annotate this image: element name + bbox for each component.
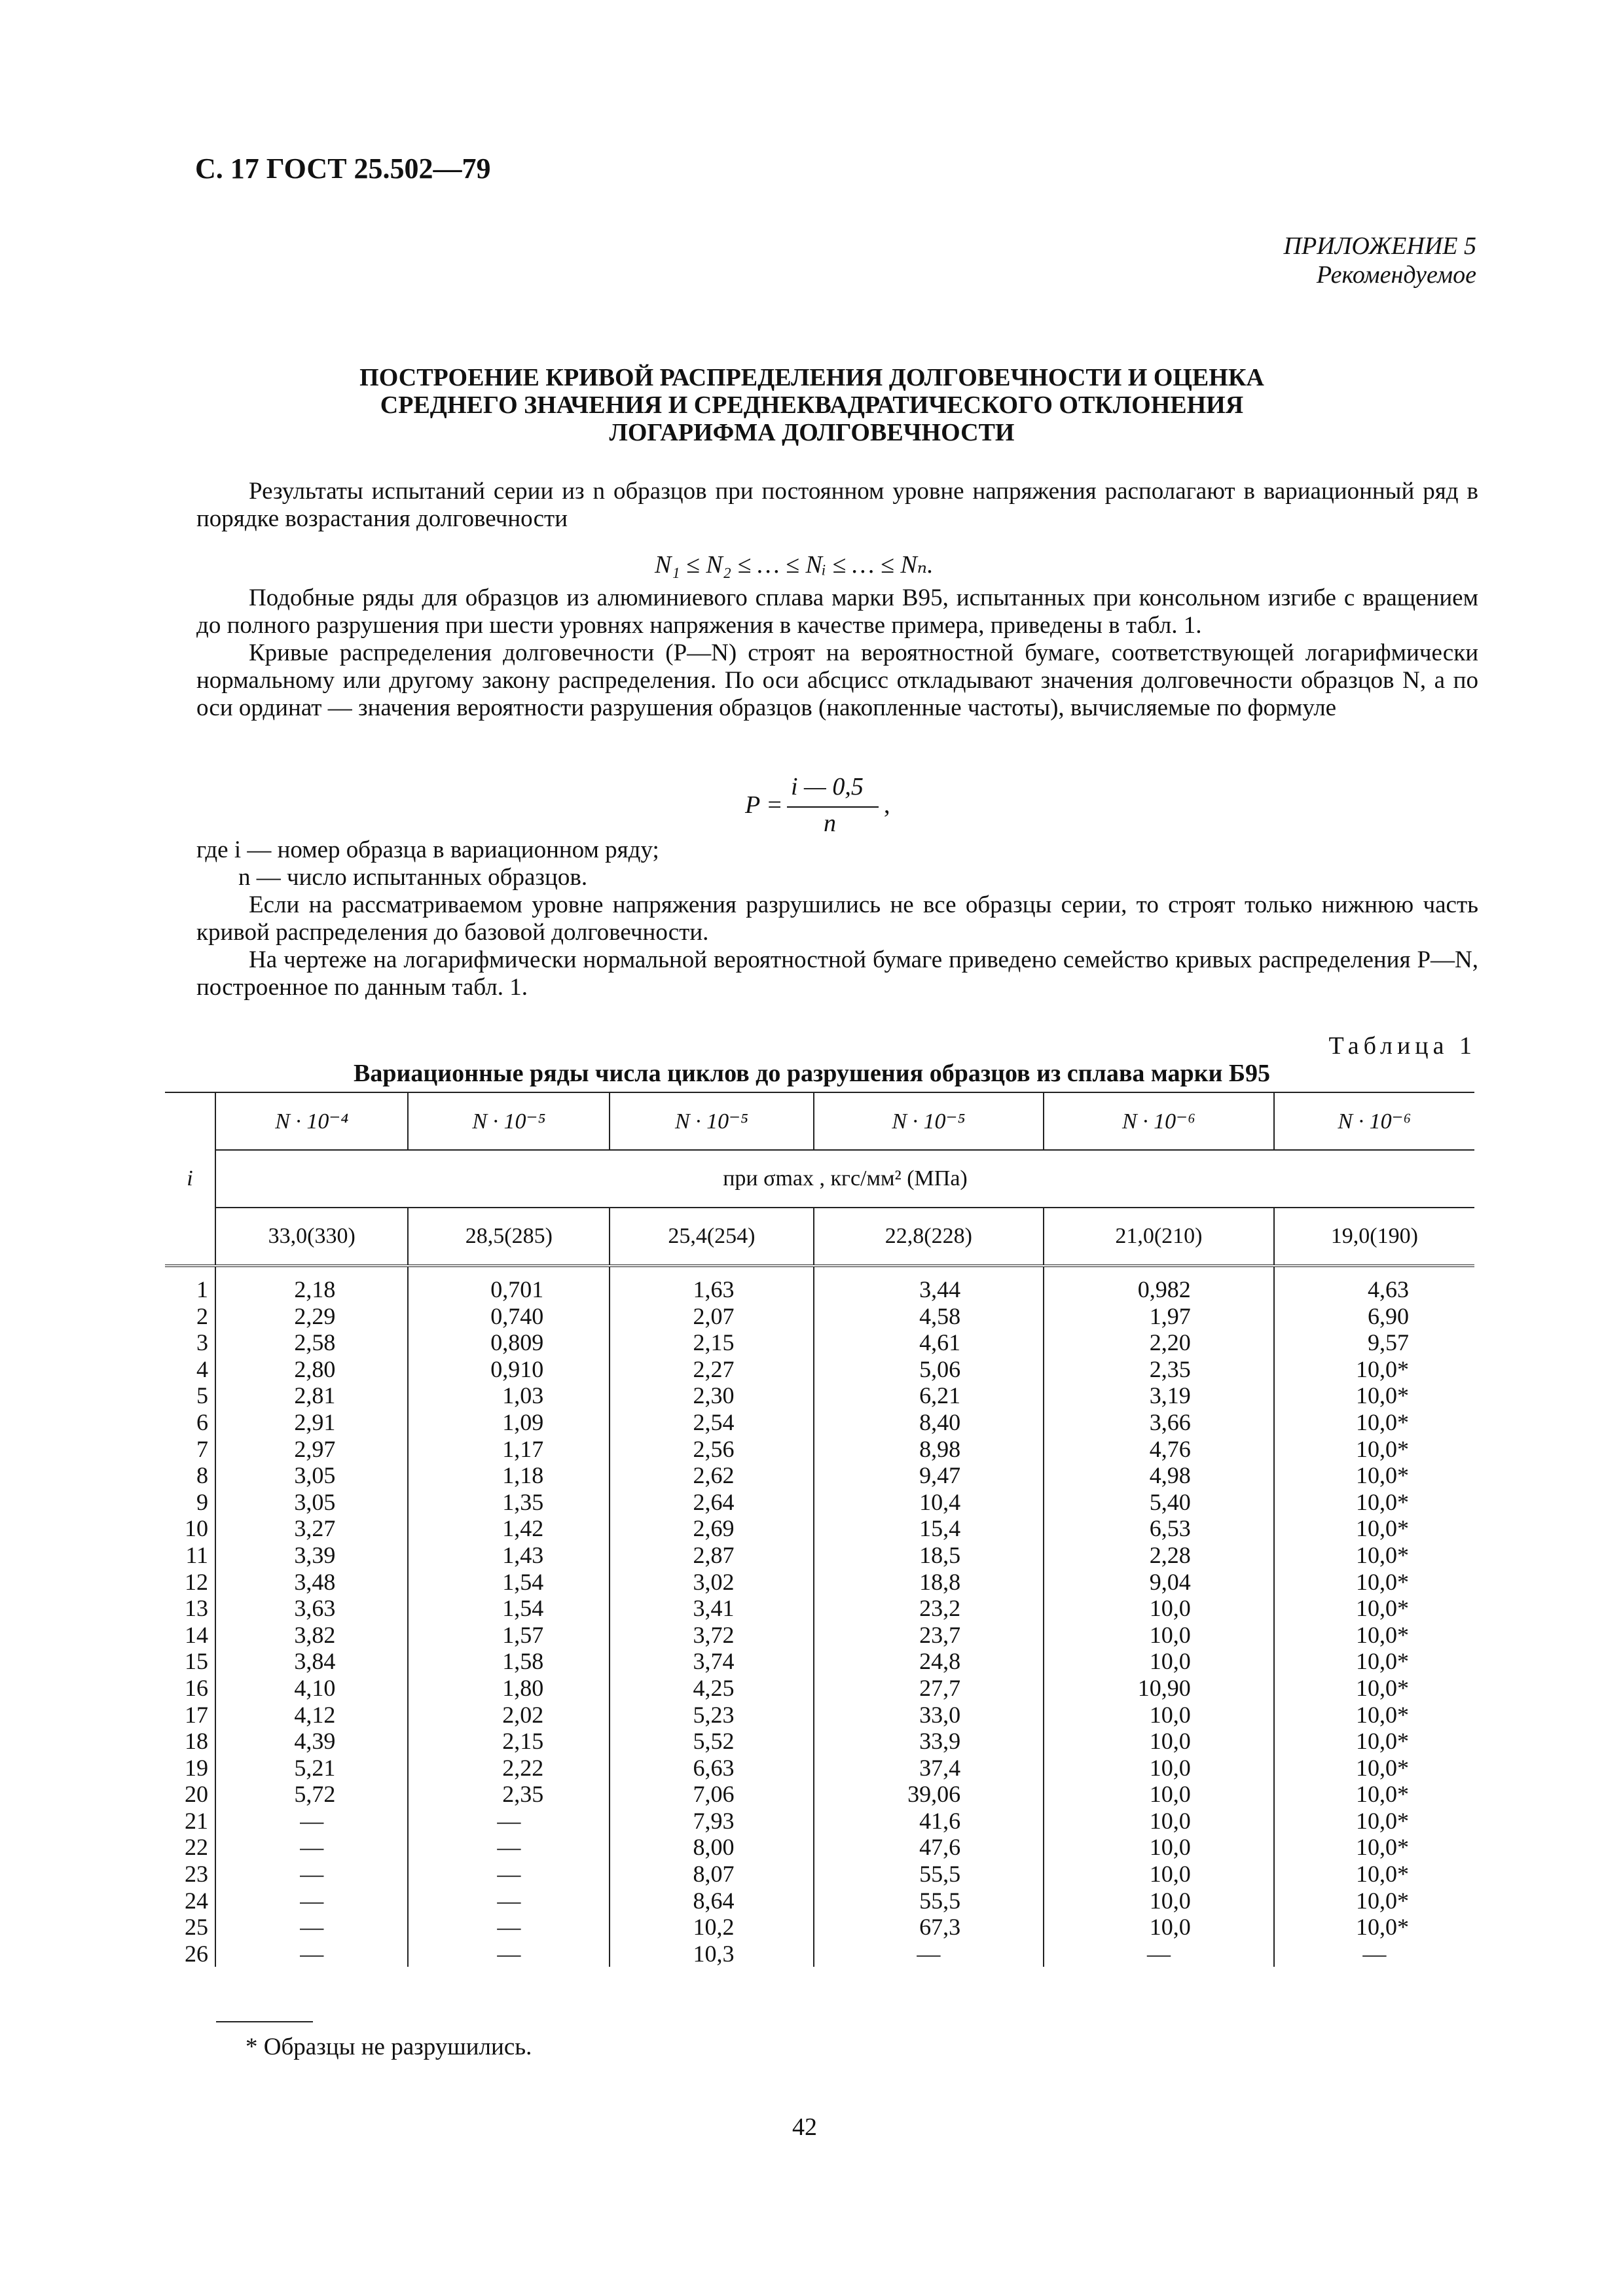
table-cell: 15,4: [814, 1515, 1044, 1542]
table-cell: 2,35: [408, 1781, 610, 1808]
row-index-cell: 15: [165, 1648, 215, 1675]
table-cell: —: [1274, 1941, 1474, 1967]
table-cell: —: [408, 1888, 610, 1914]
formula-comma: ,: [884, 791, 890, 819]
table-cell: 2,69: [610, 1515, 813, 1542]
table-cell: —: [408, 1941, 610, 1967]
table-cell: 3,48: [215, 1569, 408, 1596]
table-cell: 2,02: [408, 1702, 610, 1729]
table-cell: 33,9: [814, 1728, 1044, 1755]
table-cell: —: [408, 1914, 610, 1941]
row-index-cell: 16: [165, 1675, 215, 1702]
row-index-cell: 6: [165, 1409, 215, 1436]
table-row: [165, 1834, 1474, 1861]
header-row-levels: [165, 1208, 1474, 1266]
row-index-cell: 3: [165, 1329, 215, 1356]
table-cell: 0,701: [408, 1266, 610, 1303]
table-cell: —: [814, 1941, 1044, 1967]
paragraph-1-block: [196, 478, 1478, 533]
paragraph-5: На чертеже на логарифмически нормальной вероятностной бумаге приведено семейство кривых распределения P—N, построенное по данным табл. 1.: [196, 946, 1478, 1001]
table-cell: 4,76: [1044, 1436, 1274, 1463]
table-cell: 5,40: [1044, 1489, 1274, 1516]
row-index-cell: 2: [165, 1303, 215, 1330]
table-row: [165, 1382, 1474, 1409]
table-cell: 6,21: [814, 1382, 1044, 1409]
table-cell: 3,84: [215, 1648, 408, 1675]
table-cell: 4,63: [1274, 1266, 1474, 1303]
table-cell: 2,30: [610, 1382, 813, 1409]
document-header: С. 17 ГОСТ 25.502—79: [195, 152, 491, 185]
table-cell: 1,35: [408, 1489, 610, 1516]
row-index-cell: 7: [165, 1436, 215, 1463]
table-row: [165, 1462, 1474, 1489]
table-cell: 10,0*: [1274, 1808, 1474, 1835]
table-cell: 5,23: [610, 1702, 813, 1729]
header-level-6: 19,0(190): [1274, 1208, 1474, 1266]
table-cell: 3,39: [215, 1542, 408, 1569]
page-number: 42: [792, 2113, 817, 2141]
table-cell: 8,00: [610, 1834, 813, 1861]
row-index-cell: 24: [165, 1888, 215, 1914]
table-cell: 24,8: [814, 1648, 1044, 1675]
fraction-bar: [787, 806, 879, 808]
table-cell: 10,0*: [1274, 1648, 1474, 1675]
row-index-cell: 13: [165, 1595, 215, 1622]
row-index-cell: 19: [165, 1755, 215, 1782]
table-cell: —: [215, 1834, 408, 1861]
formula-denominator: n: [824, 810, 836, 837]
header-n-2: N · 10⁻⁵: [408, 1092, 610, 1150]
table-cell: 2,64: [610, 1489, 813, 1516]
table-cell: 10,0: [1044, 1755, 1274, 1782]
table-cell: 10,0*: [1274, 1462, 1474, 1489]
table-row: [165, 1675, 1474, 1702]
row-index-cell: 18: [165, 1728, 215, 1755]
table-cell: 6,63: [610, 1755, 813, 1782]
table-cell: 2,20: [1044, 1329, 1274, 1356]
table-cell: 67,3: [814, 1914, 1044, 1941]
table-cell: 6,53: [1044, 1515, 1274, 1542]
table-row: [165, 1648, 1474, 1675]
row-index-cell: 11: [165, 1542, 215, 1569]
header-n-5: N · 10⁻⁶: [1044, 1092, 1274, 1150]
table-cell: 10,0*: [1274, 1781, 1474, 1808]
table-cell: 5,72: [215, 1781, 408, 1808]
where-line-1: где i — номер образца в вариационном ряду;: [196, 836, 659, 863]
table-cell: 10,0*: [1274, 1515, 1474, 1542]
table-row: [165, 1755, 1474, 1782]
footnote: * Образцы не разрушились.: [246, 2034, 532, 2060]
table-cell: —: [215, 1941, 408, 1967]
row-index-cell: 9: [165, 1489, 215, 1516]
table-cell: 2,22: [408, 1755, 610, 1782]
header-level-3: 25,4(254): [610, 1208, 813, 1266]
table-cell: 2,62: [610, 1462, 813, 1489]
header-n-4: N · 10⁻⁵: [814, 1092, 1044, 1150]
table-cell: 2,27: [610, 1356, 813, 1383]
table-cell: —: [215, 1914, 408, 1941]
table-row: [165, 1542, 1474, 1569]
table-row: [165, 1622, 1474, 1649]
paragraph-2: Подобные ряды для образцов из алюминиевого сплава марки В95, испытанных при консольном изгибе с вращением до полного разрушения при шести уровнях напряжения в качестве примера, приведены в табл. 1.: [196, 584, 1478, 639]
table-cell: 1,54: [408, 1569, 610, 1596]
row-index-cell: 26: [165, 1941, 215, 1967]
durability-table: [165, 1092, 1474, 1967]
table-cell: 2,07: [610, 1303, 813, 1330]
header-i: i: [165, 1092, 215, 1266]
table-row: [165, 1569, 1474, 1596]
table-row: [165, 1303, 1474, 1330]
row-index-cell: 5: [165, 1382, 215, 1409]
table-cell: 4,10: [215, 1675, 408, 1702]
table-cell: 10,0*: [1274, 1834, 1474, 1861]
table-row: [165, 1595, 1474, 1622]
table-row: [165, 1914, 1474, 1941]
table-cell: 2,18: [215, 1266, 408, 1303]
header-row-stress: [165, 1150, 1474, 1208]
table-cell: 10,0*: [1274, 1675, 1474, 1702]
table-cell: 10,0*: [1274, 1569, 1474, 1596]
table-row: [165, 1409, 1474, 1436]
table-cell: 10,0: [1044, 1702, 1274, 1729]
table-cell: 10,0: [1044, 1808, 1274, 1835]
header-stress: при σmax , кгс/мм² (МПа): [215, 1150, 1474, 1208]
table-cell: 55,5: [814, 1861, 1044, 1888]
table-row: [165, 1808, 1474, 1835]
table-cell: 10,0*: [1274, 1409, 1474, 1436]
table-cell: 6,90: [1274, 1303, 1474, 1330]
table-row: [165, 1702, 1474, 1729]
row-index-cell: 12: [165, 1569, 215, 1596]
table-cell: 4,25: [610, 1675, 813, 1702]
formula-lhs: P =: [745, 791, 783, 819]
table-cell: 37,4: [814, 1755, 1044, 1782]
table-row: [165, 1266, 1474, 1303]
table-cell: 2,97: [215, 1436, 408, 1463]
table-cell: 18,5: [814, 1542, 1044, 1569]
table-cell: 10,0: [1044, 1728, 1274, 1755]
table-cell: 2,81: [215, 1382, 408, 1409]
table-cell: 1,80: [408, 1675, 610, 1702]
table-cell: 3,72: [610, 1622, 813, 1649]
table-cell: 2,58: [215, 1329, 408, 1356]
title-line-1: ПОСТРОЕНИЕ КРИВОЙ РАСПРЕДЕЛЕНИЯ ДОЛГОВЕЧНОСТИ И ОЦЕНКА: [359, 364, 1264, 391]
row-index-cell: 20: [165, 1781, 215, 1808]
table-cell: 0,910: [408, 1356, 610, 1383]
table-cell: 2,29: [215, 1303, 408, 1330]
table-cell: 10,0: [1044, 1888, 1274, 1914]
table-cell: 33,0: [814, 1702, 1044, 1729]
table-cell: 1,54: [408, 1595, 610, 1622]
table-cell: 3,63: [215, 1595, 408, 1622]
table-cell: 23,7: [814, 1622, 1044, 1649]
table-cell: 10,0*: [1274, 1542, 1474, 1569]
table-cell: 39,06: [814, 1781, 1044, 1808]
table-row: [165, 1888, 1474, 1914]
table-cell: 2,15: [610, 1329, 813, 1356]
table-cell: 0,982: [1044, 1266, 1274, 1303]
table-cell: 5,06: [814, 1356, 1044, 1383]
table-cell: 3,05: [215, 1462, 408, 1489]
appendix-label-block: [1284, 232, 1476, 289]
paragraph-1: Результаты испытаний серии из n образцов при постоянном уровне напряжения располагают в вариационный ряд в порядке возрастания долговечности: [196, 478, 1478, 532]
table-cell: 3,05: [215, 1489, 408, 1516]
table-cell: —: [408, 1808, 610, 1835]
table-row: [165, 1861, 1474, 1888]
table-cell: 2,54: [610, 1409, 813, 1436]
table-cell: 10,3: [610, 1941, 813, 1967]
table-cell: 9,57: [1274, 1329, 1474, 1356]
row-index-cell: 8: [165, 1462, 215, 1489]
table-cell: 5,21: [215, 1755, 408, 1782]
table-cell: 3,19: [1044, 1382, 1274, 1409]
paragraph-3: Кривые распределения долговечности (P—N) строят на вероятностной бумаге, соответствующей логарифмически нормальному или другому закону распределения. По оси абсцисс откладывают значения долговечности образцов N, а по оси ординат — значения вероятности разрушения образцов (накопленные частоты), вычисляемые по формуле: [196, 639, 1478, 721]
row-index-cell: 21: [165, 1808, 215, 1835]
header-level-1: 33,0(330): [215, 1208, 408, 1266]
row-index-cell: 4: [165, 1356, 215, 1383]
table-cell: 10,0: [1044, 1914, 1274, 1941]
table-cell: 7,93: [610, 1808, 813, 1835]
table-cell: 10,0: [1044, 1622, 1274, 1649]
header-row-n: [165, 1092, 1474, 1150]
title-line-3: ЛОГАРИФМА ДОЛГОВЕЧНОСТИ: [609, 419, 1015, 446]
table-header: [165, 1092, 1474, 1266]
table-cell: 10,0*: [1274, 1436, 1474, 1463]
table-cell: 4,61: [814, 1329, 1044, 1356]
table-cell: 4,12: [215, 1702, 408, 1729]
table-cell: —: [215, 1888, 408, 1914]
header-n-1: N · 10⁻⁴: [215, 1092, 408, 1150]
table-cell: 1,43: [408, 1542, 610, 1569]
table-row: [165, 1941, 1474, 1967]
table-cell: 9,04: [1044, 1569, 1274, 1596]
table-cell: 9,47: [814, 1462, 1044, 1489]
table-cell: 10,0*: [1274, 1382, 1474, 1409]
table-cell: 10,0*: [1274, 1861, 1474, 1888]
table-cell: 5,52: [610, 1728, 813, 1755]
table-cell: 1,63: [610, 1266, 813, 1303]
table-cell: 10,0: [1044, 1595, 1274, 1622]
table-cell: 18,8: [814, 1569, 1044, 1596]
table-cell: 2,56: [610, 1436, 813, 1463]
header-n-6: N · 10⁻⁶: [1274, 1092, 1474, 1150]
table-row: [165, 1436, 1474, 1463]
table-cell: 10,0*: [1274, 1888, 1474, 1914]
table-cell: 2,15: [408, 1728, 610, 1755]
title-line-2: СРЕДНЕГО ЗНАЧЕНИЯ И СРЕДНЕКВАДРАТИЧЕСКОГО ОТКЛОНЕНИЯ: [380, 391, 1244, 419]
where-line-2: n — число испытанных образцов.: [238, 864, 588, 891]
table-cell: 3,02: [610, 1569, 813, 1596]
table-cell: 2,87: [610, 1542, 813, 1569]
table-caption: Вариационные ряды числа циклов до разрушения образцов из сплава марки Б95: [353, 1060, 1271, 1087]
row-index-cell: 22: [165, 1834, 215, 1861]
paragraph-4: Если на рассматриваемом уровне напряжения разрушились не все образцы серии, то строят только нижнюю часть кривой распределения до базовой долговечности.: [196, 891, 1478, 946]
table-cell: 10,0*: [1274, 1702, 1474, 1729]
row-index-cell: 25: [165, 1914, 215, 1941]
formula-numerator: i — 0,5: [791, 773, 864, 800]
table-cell: 8,64: [610, 1888, 813, 1914]
table-cell: 10,0*: [1274, 1489, 1474, 1516]
table-cell: 2,28: [1044, 1542, 1274, 1569]
table-cell: 10,0: [1044, 1781, 1274, 1808]
table-cell: —: [215, 1861, 408, 1888]
table-cell: 10,0*: [1274, 1356, 1474, 1383]
header-n-3: N · 10⁻⁵: [610, 1092, 813, 1150]
table-cell: 4,58: [814, 1303, 1044, 1330]
paragraph-2-3-block: [196, 584, 1478, 722]
table-label: Таблица 1: [1328, 1032, 1476, 1060]
table-cell: 1,03: [408, 1382, 610, 1409]
table-cell: 4,98: [1044, 1462, 1274, 1489]
appendix-label: ПРИЛОЖЕНИЕ 5: [1283, 232, 1476, 260]
table-cell: 10,0*: [1274, 1622, 1474, 1649]
table-cell: 10,0*: [1274, 1728, 1474, 1755]
table-cell: 3,82: [215, 1622, 408, 1649]
table-cell: 3,44: [814, 1266, 1044, 1303]
table-row: [165, 1728, 1474, 1755]
row-index-cell: 14: [165, 1622, 215, 1649]
table-cell: —: [408, 1861, 610, 1888]
table-cell: 3,74: [610, 1648, 813, 1675]
table-cell: 10,0: [1044, 1648, 1274, 1675]
header-level-2: 28,5(285): [408, 1208, 610, 1266]
table-cell: 3,27: [215, 1515, 408, 1542]
table-cell: 27,7: [814, 1675, 1044, 1702]
row-index-cell: 1: [165, 1266, 215, 1303]
table-cell: 10,90: [1044, 1675, 1274, 1702]
table-cell: 3,66: [1044, 1409, 1274, 1436]
table-cell: 8,07: [610, 1861, 813, 1888]
table-cell: 2,80: [215, 1356, 408, 1383]
table-cell: 10,0*: [1274, 1755, 1474, 1782]
table-cell: —: [408, 1834, 610, 1861]
table-cell: 7,06: [610, 1781, 813, 1808]
table-cell: 8,40: [814, 1409, 1044, 1436]
table-cell: 10,0: [1044, 1834, 1274, 1861]
paragraph-4-5-block: [196, 836, 1478, 1001]
table-cell: 4,39: [215, 1728, 408, 1755]
table-cell: 10,0*: [1274, 1595, 1474, 1622]
table-cell: 8,98: [814, 1436, 1044, 1463]
header-level-5: 21,0(210): [1044, 1208, 1274, 1266]
table-row: [165, 1356, 1474, 1383]
table-cell: 1,09: [408, 1409, 610, 1436]
table-cell: 3,41: [610, 1595, 813, 1622]
table-cell: 41,6: [814, 1808, 1044, 1835]
table-cell: 47,6: [814, 1834, 1044, 1861]
table-cell: —: [1044, 1941, 1274, 1967]
table-cell: 55,5: [814, 1888, 1044, 1914]
table-cell: 0,809: [408, 1329, 610, 1356]
row-index-cell: 10: [165, 1515, 215, 1542]
table-cell: 23,2: [814, 1595, 1044, 1622]
section-title: [196, 364, 1427, 446]
table-cell: 10,0*: [1274, 1914, 1474, 1941]
table-cell: 1,97: [1044, 1303, 1274, 1330]
table-row: [165, 1489, 1474, 1516]
table-body: [165, 1266, 1474, 1967]
table-row: [165, 1329, 1474, 1356]
row-index-cell: 17: [165, 1702, 215, 1729]
footnote-separator: [216, 2021, 313, 2022]
table-cell: 1,18: [408, 1462, 610, 1489]
table-row: [165, 1515, 1474, 1542]
table-cell: 1,58: [408, 1648, 610, 1675]
variation-series-formula: N₁ ≤ N₂ ≤ … ≤ Nᵢ ≤ … ≤ Nₙ.: [655, 551, 934, 579]
table-cell: 10,4: [814, 1489, 1044, 1516]
table-cell: 10,0: [1044, 1861, 1274, 1888]
table-row: [165, 1781, 1474, 1808]
row-index-cell: 23: [165, 1861, 215, 1888]
table-cell: —: [215, 1808, 408, 1835]
table-cell: 10,2: [610, 1914, 813, 1941]
table-cell: 2,35: [1044, 1356, 1274, 1383]
table-cell: 1,17: [408, 1436, 610, 1463]
header-level-4: 22,8(228): [814, 1208, 1044, 1266]
appendix-status: Рекомендуемое: [1316, 261, 1476, 289]
table-cell: 0,740: [408, 1303, 610, 1330]
table-cell: 1,42: [408, 1515, 610, 1542]
table-cell: 1,57: [408, 1622, 610, 1649]
table-cell: 2,91: [215, 1409, 408, 1436]
